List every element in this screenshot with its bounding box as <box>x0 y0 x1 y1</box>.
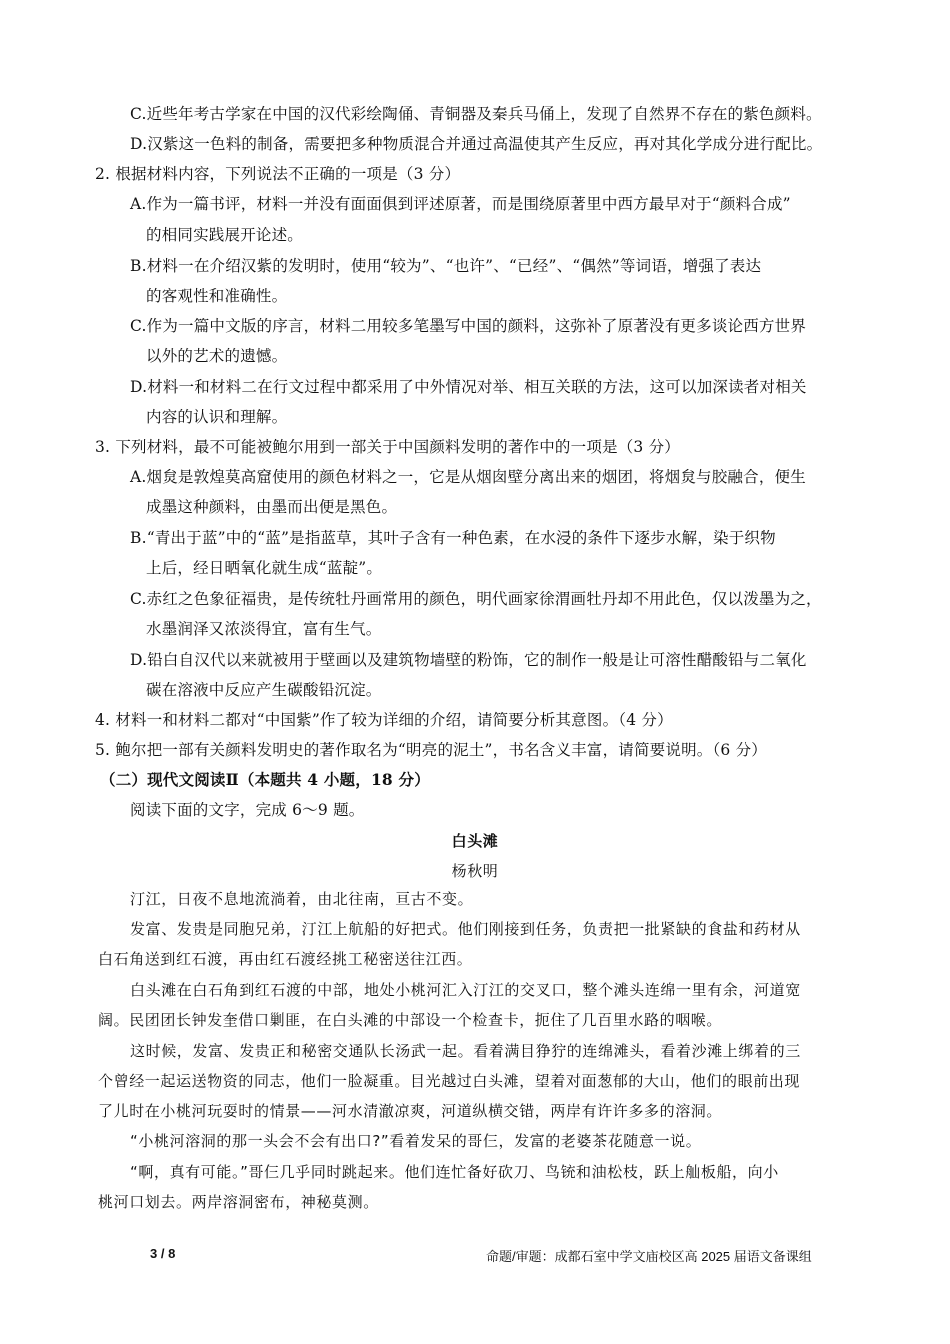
story-paragraph-4-cont-2: 了儿时在小桃河玩耍时的情景——河水清澈凉爽，河道纵横交错，两岸有许许多多的溶洞。 <box>98 1102 723 1120</box>
q4-stem: 4. 材料一和材料二都对“中国紫”作了较为详细的介绍，请简要分析其意图。（4 分） <box>95 711 673 729</box>
page-number: 3 / 8 <box>150 1246 176 1261</box>
q2-option-c: C.作为一篇中文版的序言，材料二用较多笔墨写中国的颜料，这弥补了原著没有更多谈论西方世界 <box>130 317 807 335</box>
q3-option-c-cont: 水墨润泽又浓淡得宜，富有生气。 <box>146 620 382 638</box>
q1-option-c: C.近些年考古学家在中国的汉代彩绘陶俑、青铜器及秦兵马俑上，发现了自然界不存在的紫色颜料。 <box>130 105 822 123</box>
q2-option-b-cont: 的客观性和准确性。 <box>146 287 288 305</box>
q3-option-a: A.烟炱是敦煌莫高窟使用的颜色材料之一，它是从烟囱壁分离出来的烟团，将烟炱与胶融合，便生 <box>130 468 806 486</box>
story-paragraph-3-cont: 阔。民团团长钟发奎借口剿匪，在白头滩的中部设一个检查卡，扼住了几百里水路的咽喉。 <box>98 1011 723 1029</box>
story-paragraph-5: “小桃河溶洞的那一头会不会有出口?”看着发呆的哥仨，发富的老婆茶花随意一说。 <box>130 1132 702 1150</box>
q2-stem: 2. 根据材料内容，下列说法不正确的一项是（3 分） <box>95 165 461 183</box>
q1-option-d: D.汉紫这一色料的制备，需要把多种物质混合并通过高温使其产生反应，再对其化学成分进行配比。 <box>130 135 823 153</box>
q3-option-b-cont: 上后，经日晒氧化就生成“蓝靛”。 <box>146 559 383 577</box>
footer-credit: 命题/审题：成都石室中学文庙校区高 2025 届语文备课组 <box>486 1249 812 1264</box>
story-paragraph-2-cont: 白石角送到红石渡，再由红石渡经挑工秘密送往江西。 <box>98 950 473 968</box>
q3-option-b: B.“青出于蓝”中的“蓝”是指蓝草，其叶子含有一种色素，在水浸的条件下逐步水解，染于织物 <box>130 529 776 547</box>
q2-option-c-cont: 以外的艺术的遗憾。 <box>146 347 288 365</box>
q3-option-a-cont: 成墨这种颜料，由墨而出便是黑色。 <box>146 498 398 516</box>
story-paragraph-4: 这时候，发富、发贵正和秘密交通队长汤武一起。看着满目狰狞的连绵滩头，看着沙滩上绑着的三 <box>130 1042 801 1060</box>
story-paragraph-6-cont: 桃河口划去。两岸溶洞密布，神秘莫测。 <box>98 1193 379 1211</box>
q2-option-a: A.作为一篇书评，材料一并没有面面俱到评述原著，而是围绕原著里中西方最早对于“颜料合成” <box>130 195 791 213</box>
story-title: 白头滩 <box>451 832 499 850</box>
section-heading: （二）现代文阅读Ⅱ（本题共 4 小题，18 分） <box>100 770 430 789</box>
story-paragraph-6: “啊，真有可能。”哥仨几乎同时跳起来。他们连忙备好砍刀、鸟铳和油松枝，跃上舢板船，向小 <box>130 1163 779 1181</box>
story-paragraph-2: 发富、发贵是同胞兄弟，汀江上航船的好把式。他们刚接到任务，负责把一批紧缺的食盐和药材从 <box>130 920 801 938</box>
q2-option-b: B.材料一在介绍汉紫的发明时，使用“较为”、“也许”、“已经”、“偶然”等词语，增强了表达 <box>130 257 762 275</box>
q3-option-d-cont: 碳在溶液中反应产生碳酸铅沉淀。 <box>146 681 382 699</box>
story-paragraph-4-cont-1: 个曾经一起运送物资的同志，他们一脸凝重。目光越过白头滩，望着对面葱郁的大山，他们的眼前出现 <box>98 1072 801 1090</box>
section-instruction: 阅读下面的文字，完成 6～9 题。 <box>130 801 365 819</box>
story-paragraph-3: 白头滩在白石角到红石渡的中部，地处小桃河汇入汀江的交叉口，整个滩头连绵一里有余，河道宽 <box>130 981 801 999</box>
story-author: 杨秋明 <box>451 862 499 880</box>
q5-stem: 5. 鲍尔把一部有关颜料发明史的著作取名为“明亮的泥土”，书名含义丰富，请简要说明。（6 分） <box>95 741 768 759</box>
q3-stem: 3. 下列材料，最不可能被鲍尔用到一部关于中国颜料发明的著作中的一项是（3 分） <box>95 438 681 456</box>
q2-option-d: D.材料一和材料二在行文过程中都采用了中外情况对举、相互关联的方法，这可以加深读者对相关 <box>130 378 807 396</box>
story-paragraph-1: 汀江，日夜不息地流淌着，由北往南，亘古不变。 <box>130 890 474 908</box>
q3-option-c: C.赤红之色象征福贵，是传统牡丹画常用的颜色，明代画家徐渭画牡丹却不用此色，仅以泼墨为之， <box>130 590 822 608</box>
q2-option-a-cont: 的相同实践展开论述。 <box>146 226 304 244</box>
q3-option-d: D.铅白自汉代以来就被用于壁画以及建筑物墙壁的粉饰，它的制作一般是让可溶性醋酸铅与二氧化 <box>130 651 807 669</box>
q2-option-d-cont: 内容的认识和理解。 <box>146 408 288 426</box>
